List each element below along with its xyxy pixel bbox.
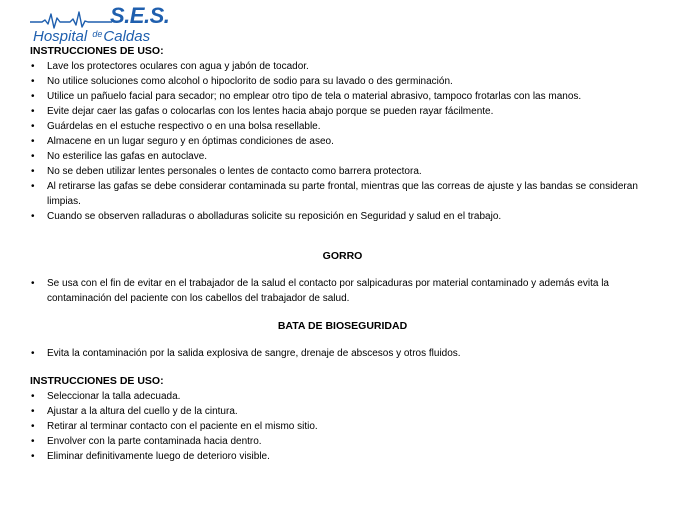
document-body xyxy=(30,44,655,464)
bata-instructions-heading: INSTRUCCIONES DE USO: xyxy=(30,375,164,387)
list-item: • No utilice soluciones como alcohol o hipoclorito de sodio para su lavado o des germinación. xyxy=(30,74,655,89)
list-item: • Eliminar definitivamente luego de deterioro visible. xyxy=(30,449,655,464)
list-item: • Retirar al terminar contacto con el paciente en el mismo sitio. xyxy=(30,419,655,434)
logo-de-word: de xyxy=(92,29,103,39)
logo-caldas-word: Caldas xyxy=(103,28,151,45)
list-item: • Almacene en un lugar seguro y en óptimas condiciones de aseo. xyxy=(30,134,655,149)
list-item: • Evite dejar caer las gafas o colocarlas con los lentes hacia abajo porque se pueden rayar fácilmente. xyxy=(30,104,655,119)
logo-hospital-word: Hospital xyxy=(33,28,88,45)
list-item: • Al retirarse las gafas se debe considerar contaminada su parte frontal, mientras que las correas de ajuste y las bandas se consideran limpias. xyxy=(30,179,655,209)
list-item: • No se deben utilizar lentes personales o lentes de contacto como barrera protectora. xyxy=(30,164,655,179)
list-item: • Utilice un pañuelo facial para secador; no emplear otro tipo de tela o material abrasivo, tampoco frotarlas con las manos. xyxy=(30,89,655,104)
gafas-instructions-heading: INSTRUCCIONES DE USO: xyxy=(30,45,164,57)
gafas-instructions-list xyxy=(30,59,655,224)
logo-hospital-name xyxy=(33,26,150,45)
list-item: • Evita la contaminación por la salida explosiva de sangre, drenaje de abscesos y otros fluidos. xyxy=(30,346,655,361)
bata-instructions-list xyxy=(30,389,655,464)
list-item: • Lave los protectores oculares con agua y jabón de tocador. xyxy=(30,59,655,74)
hospital-logo xyxy=(30,4,175,44)
bata-title: BATA DE BIOSEGURIDAD xyxy=(277,320,408,332)
bata-list xyxy=(30,346,655,361)
list-item: • Seleccionar la talla adecuada. xyxy=(30,389,655,404)
list-item: • No esterilice las gafas en autoclave. xyxy=(30,149,655,164)
logo-brand: S.E.S. xyxy=(110,3,170,28)
list-item: • Guárdelas en el estuche respectivo o en una bolsa resellable. xyxy=(30,119,655,134)
list-item: • Se usa con el fin de evitar en el trabajador de la salud el contacto por salpicaduras por material contaminado y además evita la contaminación del paciente con los cabellos del trabajador de salud. xyxy=(30,276,655,306)
list-item: • Cuando se observen ralladuras o abolladuras solicite su reposición en Seguridad y salud en el trabajo. xyxy=(30,209,655,224)
gorro-title: GORRO xyxy=(322,250,363,262)
list-item: • Envolver con la parte contaminada hacia dentro. xyxy=(30,434,655,449)
gorro-list xyxy=(30,276,655,306)
list-item: • Ajustar a la altura del cuello y de la cintura. xyxy=(30,404,655,419)
